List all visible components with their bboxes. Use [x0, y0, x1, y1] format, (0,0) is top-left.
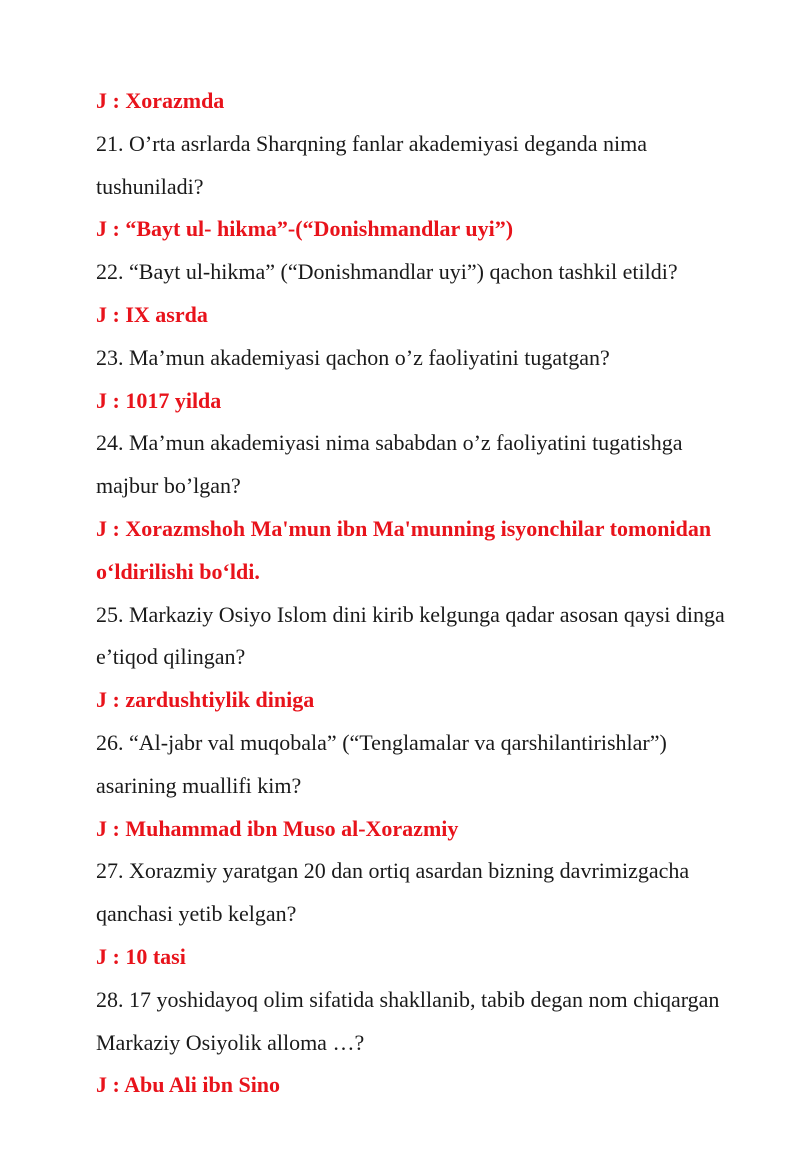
answer-line: J : IX asrda [96, 301, 208, 327]
answer-line: J : 1017 yilda [96, 387, 222, 413]
question-line: 22. “Bayt ul-hikma” (“Donishmandlar uyi”) qachon tashkil etildi? [96, 259, 678, 285]
question-line: majbur bo’lgan? [96, 473, 241, 499]
question-line: 23. Ma’mun akademiyasi qachon o’z faoliyatini tugatgan? [96, 344, 610, 370]
answer-line: J : Muhammad ibn Muso al-Xorazmiy [96, 815, 459, 841]
question-line: 21. O’rta asrlarda Sharqning fanlar akademiyasi deganda nima [96, 130, 648, 156]
answer-line: J : “Bayt ul- hikma”-(“Donishmandlar uyi”) [96, 216, 514, 242]
answer-line: o‘ldirilishi bo‘ldi. [96, 558, 260, 584]
question-line: 28. 17 yoshidayoq olim sifatida shakllanib, tabib degan nom chiqargan [96, 986, 720, 1012]
question-line: qanchasi yetib kelgan? [96, 901, 297, 927]
question-line: 26. “Al-jabr val muqobala” (“Tenglamalar va qarshilantirishlar”) [96, 729, 667, 755]
question-line: 25. Markaziy Osiyo Islom dini kirib kelgunga qadar asosan qaysi dinga [96, 601, 725, 627]
question-line: asarining muallifi kim? [96, 772, 302, 798]
question-line: 27. Xorazmiy yaratgan 20 dan ortiq asardan bizning davrimizgacha [96, 858, 690, 884]
answer-line: J : Xorazmshoh Ma'mun ibn Ma'munning isyonchilar tomonidan [96, 515, 712, 541]
document-page [96, 80, 792, 1107]
question-line: 24. Ma’mun akademiyasi nima sababdan o’z faoliyatini tugatishga [96, 430, 683, 456]
answer-line: J : zardushtiylik diniga [96, 687, 315, 713]
question-line: e’tiqod qilingan? [96, 644, 246, 670]
answer-line: J : Xorazmda [96, 88, 225, 113]
answer-line: J : Abu Ali ibn Sino [96, 1072, 281, 1098]
question-line: tushuniladi? [96, 173, 204, 199]
question-line: Markaziy Osiyolik alloma …? [96, 1029, 365, 1055]
answer-line: J : 10 tasi [96, 943, 186, 969]
